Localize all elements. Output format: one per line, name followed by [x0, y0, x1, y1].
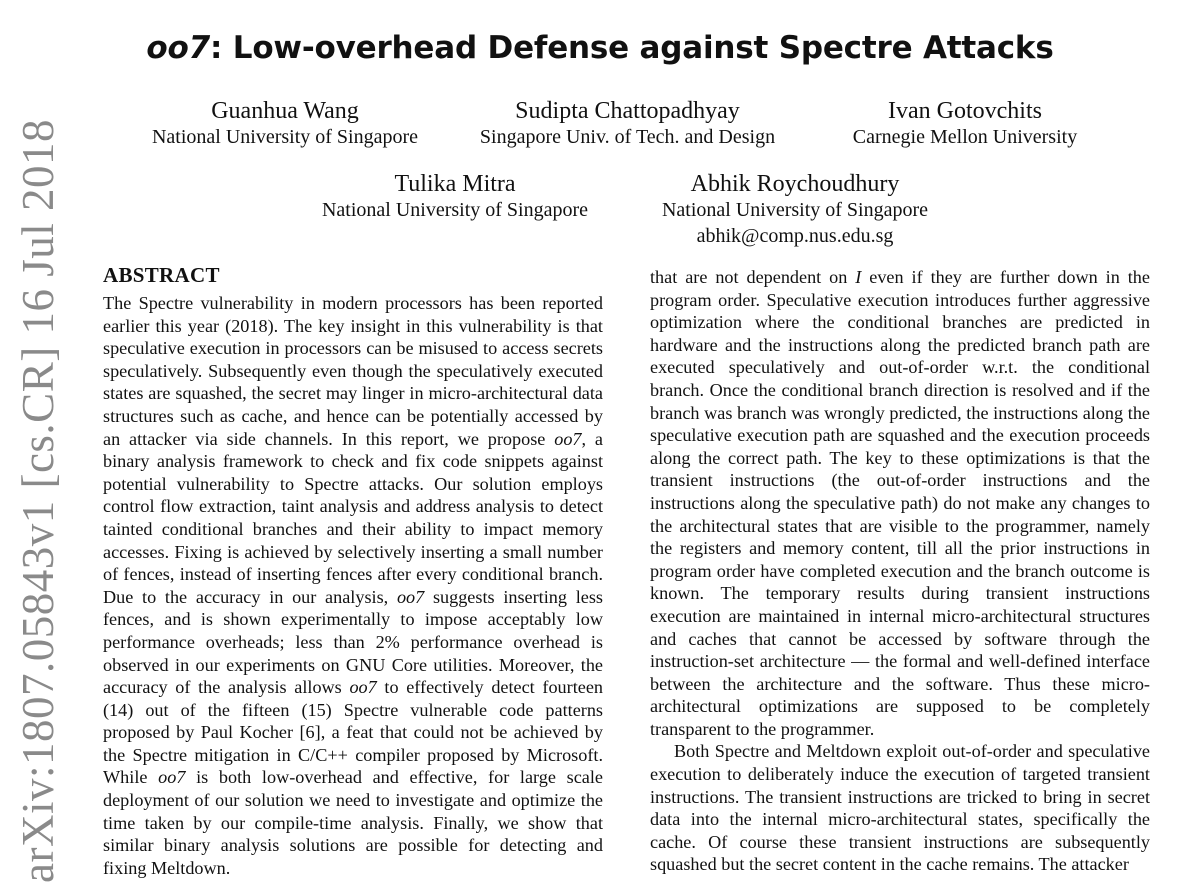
- arxiv-stamp: arXiv:1807.05843v1 [cs.CR] 16 Jul 2018: [13, 119, 63, 883]
- system-name: oo7: [158, 767, 186, 788]
- abstract-text: is both low-overhead and effective, for large scale deployment of our solution we need to investigate and optimize the time taken by our compile-time analysis. Finally, we show that similar binary analysis solutions are possible for detecting and fixing Meltdown.: [103, 767, 603, 878]
- author-affiliation: National University of Singapore: [661, 199, 929, 221]
- author-name: Tulika Mitra: [394, 171, 516, 197]
- body-text: that are not dependent on: [650, 267, 856, 287]
- author-email: abhik@comp.nus.edu.sg: [696, 225, 894, 247]
- right-column: [650, 266, 1150, 876]
- author-name: Ivan Gotovchits: [888, 98, 1042, 124]
- abstract-paragraph: [103, 292, 603, 879]
- author-block-3: [800, 98, 1130, 150]
- abstract-text: to effectively detect fourteen (14) out of the fifteen (15) Spectre vulnerable code patterns proposed by Paul Kocher [6], a feat that could not be achieved by the Spectre mitigation in C/C++ compiler proposed by Microsoft. While: [103, 677, 603, 788]
- author-block-2: [440, 98, 815, 150]
- abstract-text: , a binary analysis framework to check and fix code snippets against potential vulnerability to Spectre attacks. Our solution employs control flow extraction, taint analysis and address analysis to detect tainted conditional branches and their ability to impact memory accesses. Fixing is achieved by selectively inserting a small number of fences, instead of inserting fences after every conditional branch. Due to the accuracy in our analysis,: [103, 428, 603, 607]
- author-affiliation: National University of Singapore: [151, 126, 419, 148]
- body-paragraph-1: [650, 266, 1150, 740]
- author-block-4: [290, 171, 620, 223]
- author-name: Abhik Roychoudhury: [690, 171, 900, 197]
- body-text: even if they are further down in the program order. Speculative execution introduces further aggressive optimization where the conditional branches are predicted in hardware and the instructions along the predicted branch path are executed speculatively and out-of-order w.r.t. the conditional branch. Once the conditional branch direction is resolved and if the branch was branch was wrongly predicted, the instructions along the speculative execution path are squashed and the execution proceeds along the correct path. The key to these optimizations is that the transient instructions (the out-of-order instructions and the instructions along the speculative path) do not make any changes to the architectural states that are visible to the programmer, namely the registers and memory content, till all the prior instructions in program order have completed execution and the branch outcome is known. The temporary results during transient instructions execution are maintained in internal micro-architectural structures and caches that cannot be accessed by software through the instruction-set architecture — the formal and well-defined interface between the architecture and the software. Thus these micro-architectural optimizations are supposed to be completely transparent to the programmer.: [650, 267, 1150, 739]
- math-symbol: I: [855, 267, 862, 287]
- paper-title: [0, 30, 1200, 66]
- author-block-5: [640, 171, 950, 249]
- abstract-text: suggests inserting less fences, and is shown experimentally to impose acceptably low performance overheads; less than 2% performance overhead is observed in our experiments on GNU Core utilities. Moreover, the accuracy of the analysis allows: [103, 586, 603, 698]
- title-system-name: oo7: [146, 30, 210, 66]
- author-block-1: [120, 98, 450, 150]
- abstract-heading: ABSTRACT: [103, 263, 220, 287]
- title-text: : Low-overhead Defense against Spectre Attacks: [209, 30, 1054, 66]
- author-name: Sudipta Chattopadhyay: [515, 98, 740, 124]
- author-affiliation: Carnegie Mellon University: [852, 126, 1078, 148]
- abstract-text: The Spectre vulnerability in modern processors has been reported earlier this year (2018). The key insight in this vulnerability is that speculative execution in processors can be misused to access secrets speculatively. Subsequently even though the speculatively executed states are squashed, the secret may linger in micro-architectural data structures such as cache, and hence can be potentially accessed by an attacker via side channels. In this report, we propose: [103, 293, 603, 449]
- body-paragraph-2: Both Spectre and Meltdown exploit out-of-order and speculative execution to deliberately induce the execution of targeted transient instructions. The transient instructions are tricked to bring in secret data into the internal micro-architectural states, specifically the cache. Of course these transient instructions are subsequently squashed but the secret content in the cache remains. The attacker: [650, 741, 1150, 875]
- system-name: oo7: [396, 586, 425, 607]
- left-column: [103, 262, 603, 879]
- system-name: oo7: [349, 677, 377, 698]
- author-name: Guanhua Wang: [211, 98, 359, 124]
- system-name: oo7: [554, 428, 582, 449]
- author-affiliation: Singapore Univ. of Tech. and Design: [479, 126, 776, 148]
- author-affiliation: National University of Singapore: [321, 199, 589, 221]
